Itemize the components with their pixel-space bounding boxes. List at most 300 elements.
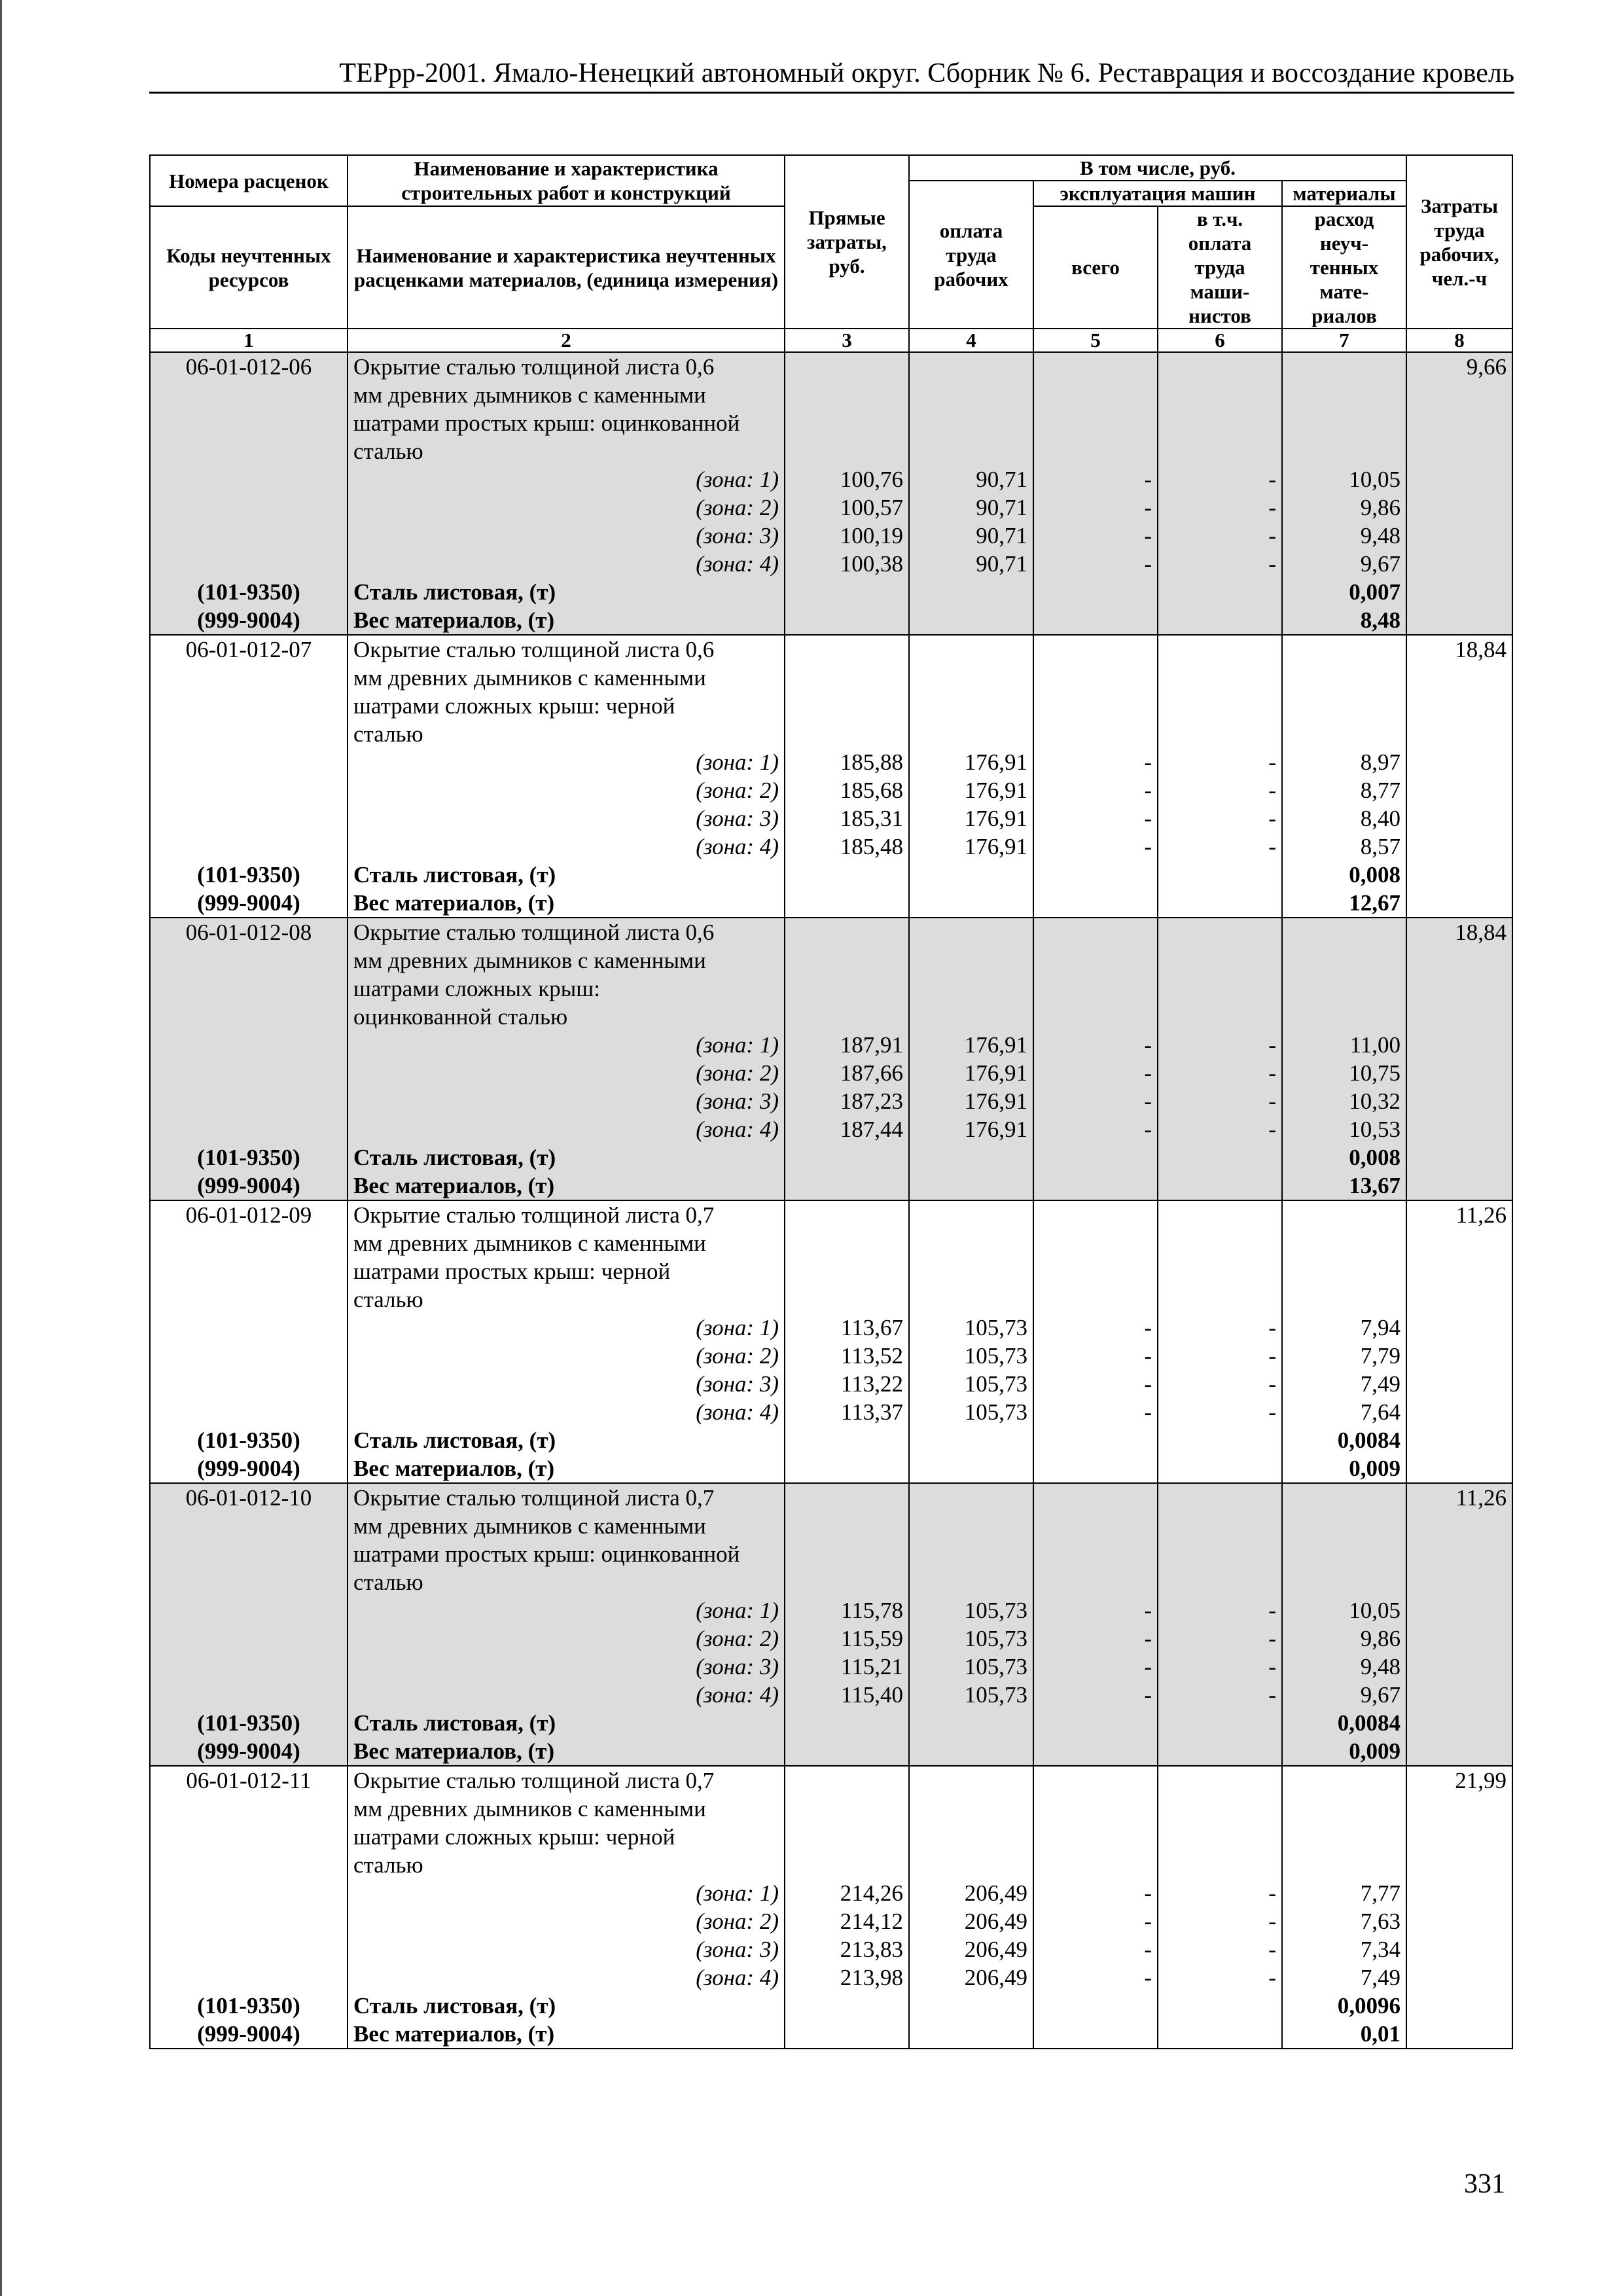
work-description-line: Окрытие сталью толщиной листа 0,7 [348,1483,785,1512]
materials-value: 9,67 [1282,550,1406,578]
empty-cell [150,1964,348,1992]
machine-total-value: - [1033,1879,1158,1907]
work-description-line: мм древних дымников с каменными [348,1795,785,1823]
work-description-line: Окрытие сталью толщиной листа 0,6 [348,635,785,664]
empty-cell [1282,1851,1406,1879]
machinist-pay-value: - [1158,1935,1282,1964]
empty-cell [785,437,909,465]
resource-row [150,1143,1512,1172]
entry-description-row [150,1285,1512,1314]
work-description-line: Окрытие сталью толщиной листа 0,7 [348,1766,785,1795]
empty-cell [909,1992,1033,2020]
zone-label: (зона: 2) [348,493,785,522]
labor-cost: 21,99 [1406,1766,1512,1795]
worker-pay-value: 90,71 [909,550,1033,578]
empty-cell [150,550,348,578]
empty-cell [1033,692,1158,720]
empty-cell [150,1935,348,1964]
empty-cell [909,437,1033,465]
empty-cell [150,1257,348,1285]
empty-cell [785,720,909,748]
resource-name: Сталь листовая, (т) [348,861,785,889]
empty-cell [1406,1737,1512,1766]
header-unaccounted-materials: расход неуч-тенных мате-риалов [1282,206,1406,329]
empty-cell [785,946,909,975]
worker-pay-value: 176,91 [909,1115,1033,1143]
labor-cost: 18,84 [1406,918,1512,946]
materials-value: 10,53 [1282,1115,1406,1143]
empty-cell [150,1823,348,1851]
empty-cell [1282,409,1406,437]
empty-cell [150,1314,348,1342]
machinist-pay-value: - [1158,522,1282,550]
zone-row [150,493,1512,522]
empty-cell [1033,720,1158,748]
empty-cell [909,1568,1033,1596]
empty-cell [785,1200,909,1229]
empty-cell [1033,1172,1158,1200]
zone-row [150,776,1512,804]
resource-row [150,1709,1512,1737]
empty-cell [1282,1568,1406,1596]
resource-name: Вес материалов, (т) [348,889,785,918]
empty-cell [1406,1823,1512,1851]
empty-cell [1033,635,1158,664]
worker-pay-value: 105,73 [909,1653,1033,1681]
empty-cell [909,1540,1033,1568]
empty-cell [1158,381,1282,409]
empty-cell [1282,975,1406,1003]
rate-code: 06-01-012-08 [150,918,348,946]
labor-cost: 11,26 [1406,1200,1512,1229]
worker-pay-value: 206,49 [909,1879,1033,1907]
empty-cell [1406,1596,1512,1624]
empty-cell [1158,1257,1282,1285]
zone-label: (зона: 3) [348,1935,785,1964]
empty-cell [1158,1003,1282,1031]
resource-quantity: 0,0084 [1282,1709,1406,1737]
direct-cost-value: 213,98 [785,1964,909,1992]
labor-cost: 9,66 [1406,352,1512,381]
empty-cell [150,1653,348,1681]
empty-cell [785,1823,909,1851]
zone-label: (зона: 3) [348,1087,785,1115]
empty-cell [1406,550,1512,578]
empty-cell [150,1879,348,1907]
empty-cell [1033,1795,1158,1823]
resource-row [150,1992,1512,2020]
empty-cell [785,664,909,692]
empty-cell [1158,1483,1282,1512]
empty-cell [1158,1540,1282,1568]
machinist-pay-value: - [1158,493,1282,522]
resource-name: Сталь листовая, (т) [348,578,785,606]
worker-pay-value: 90,71 [909,522,1033,550]
empty-cell [150,804,348,833]
column-number: 1 [150,329,348,352]
empty-cell [1406,1229,1512,1257]
entry-description-row [150,635,1512,664]
empty-cell [1282,1257,1406,1285]
resource-code: (101-9350) [150,578,348,606]
empty-cell [150,1229,348,1257]
resource-code: (101-9350) [150,861,348,889]
materials-value: 7,77 [1282,1879,1406,1907]
worker-pay-value: 105,73 [909,1681,1033,1709]
empty-cell [909,1003,1033,1031]
machinist-pay-value: - [1158,1398,1282,1426]
empty-cell [1158,1766,1282,1795]
empty-cell [1158,635,1282,664]
empty-cell [785,1512,909,1540]
empty-cell [1033,1285,1158,1314]
empty-cell [1406,748,1512,776]
empty-cell [909,635,1033,664]
worker-pay-value: 176,91 [909,1031,1033,1059]
empty-cell [1033,1426,1158,1454]
empty-cell [1406,720,1512,748]
empty-cell [785,861,909,889]
resource-quantity: 0,009 [1282,1737,1406,1766]
entry-description-row [150,1229,1512,1257]
empty-cell [1406,493,1512,522]
empty-cell [1158,946,1282,975]
direct-cost-value: 185,48 [785,833,909,861]
empty-cell [909,1229,1033,1257]
materials-value: 9,86 [1282,1624,1406,1653]
worker-pay-value: 176,91 [909,1059,1033,1087]
empty-cell [1406,1426,1512,1454]
rate-entry [150,1483,1512,1766]
empty-cell [909,946,1033,975]
work-description-line: сталью [348,437,785,465]
worker-pay-value: 206,49 [909,1964,1033,1992]
empty-cell [909,1766,1033,1795]
empty-cell [1406,1285,1512,1314]
empty-cell [150,522,348,550]
direct-cost-value: 187,91 [785,1031,909,1059]
entry-description-row [150,918,1512,946]
empty-cell [1158,1823,1282,1851]
resource-quantity: 13,67 [1282,1172,1406,1200]
direct-cost-value: 187,66 [785,1059,909,1087]
worker-pay-value: 105,73 [909,1370,1033,1398]
resource-quantity: 8,48 [1282,606,1406,635]
resource-quantity: 0,0084 [1282,1426,1406,1454]
empty-cell [150,1851,348,1879]
empty-cell [1033,946,1158,975]
empty-cell [785,1257,909,1285]
machinist-pay-value: - [1158,550,1282,578]
empty-cell [1282,946,1406,975]
empty-cell [785,635,909,664]
empty-cell [150,465,348,493]
resource-quantity: 12,67 [1282,889,1406,918]
empty-cell [150,1370,348,1398]
empty-cell [1282,1003,1406,1031]
empty-cell [150,409,348,437]
empty-cell [1033,606,1158,635]
entry-description-row [150,1257,1512,1285]
entry-description-row [150,437,1512,465]
zone-label: (зона: 4) [348,550,785,578]
empty-cell [909,664,1033,692]
zone-row [150,804,1512,833]
machinist-pay-value: - [1158,1596,1282,1624]
empty-cell [785,1737,909,1766]
empty-cell [150,1003,348,1031]
empty-cell [1406,889,1512,918]
empty-cell [785,1709,909,1737]
direct-cost-value: 185,31 [785,804,909,833]
work-description-line: шатрами сложных крыш: черной [348,1823,785,1851]
header-including: В том числе, руб. [909,155,1406,181]
resource-row [150,1737,1512,1766]
empty-cell [1158,1200,1282,1229]
machinist-pay-value: - [1158,1370,1282,1398]
empty-cell [1033,381,1158,409]
empty-cell [1033,1568,1158,1596]
empty-cell [1033,409,1158,437]
materials-value: 9,67 [1282,1681,1406,1709]
empty-cell [1406,946,1512,975]
materials-value: 8,77 [1282,776,1406,804]
empty-cell [785,381,909,409]
resource-code: (101-9350) [150,1426,348,1454]
zone-label: (зона: 1) [348,1031,785,1059]
resource-code: (101-9350) [150,1992,348,2020]
machinist-pay-value: - [1158,1879,1282,1907]
empty-cell [150,720,348,748]
work-description-line: мм древних дымников с каменными [348,664,785,692]
machinist-pay-value: - [1158,1342,1282,1370]
empty-cell [1282,1285,1406,1314]
empty-cell [1406,1568,1512,1596]
empty-cell [150,1795,348,1823]
labor-cost: 11,26 [1406,1483,1512,1512]
empty-cell [1406,409,1512,437]
empty-cell [1282,1795,1406,1823]
work-description-line: мм древних дымников с каменными [348,1512,785,1540]
machinist-pay-value: - [1158,1653,1282,1681]
empty-cell [785,409,909,437]
empty-cell [1282,1200,1406,1229]
machinist-pay-value: - [1158,804,1282,833]
empty-cell [785,918,909,946]
materials-value: 7,63 [1282,1907,1406,1935]
header-rate-numbers: Номера расценок [150,155,348,206]
empty-cell [150,1624,348,1653]
rate-entry [150,1766,1512,2049]
empty-cell [1406,1454,1512,1483]
work-description-line: шатрами сложных крыш: черной [348,692,785,720]
entry-description-row [150,1766,1512,1795]
empty-cell [1033,975,1158,1003]
empty-cell [1158,409,1282,437]
machine-total-value: - [1033,833,1158,861]
resource-name: Вес материалов, (т) [348,606,785,635]
entry-description-row [150,381,1512,409]
empty-cell [909,1143,1033,1172]
materials-value: 8,57 [1282,833,1406,861]
empty-cell [909,1257,1033,1285]
worker-pay-value: 105,73 [909,1314,1033,1342]
empty-cell [1282,664,1406,692]
empty-cell [1033,1483,1158,1512]
empty-cell [909,1172,1033,1200]
machinist-pay-value: - [1158,1907,1282,1935]
empty-cell [1406,1540,1512,1568]
rate-entry [150,352,1512,635]
rate-entry [150,1200,1512,1483]
empty-cell [1158,1709,1282,1737]
resource-name: Вес материалов, (т) [348,1737,785,1766]
resource-name: Сталь листовая, (т) [348,1143,785,1172]
empty-cell [785,1229,909,1257]
work-description-line: шатрами простых крыш: оцинкованной [348,409,785,437]
resource-code: (101-9350) [150,1143,348,1172]
empty-cell [1406,437,1512,465]
empty-cell [1033,1003,1158,1031]
machine-total-value: - [1033,748,1158,776]
zone-label: (зона: 1) [348,465,785,493]
empty-cell [1406,1059,1512,1087]
work-description-line: мм древних дымников с каменными [348,1229,785,1257]
materials-value: 10,05 [1282,1596,1406,1624]
empty-cell [785,1766,909,1795]
entry-description-row [150,720,1512,748]
empty-cell [1033,578,1158,606]
empty-cell [1406,1003,1512,1031]
resource-code: (999-9004) [150,1737,348,1766]
header-material-names: Наименование и характеристика неучтенных расценками материалов, (единица измерения) [348,206,785,329]
direct-cost-value: 113,37 [785,1398,909,1426]
empty-cell [1033,1709,1158,1737]
empty-cell [1282,1823,1406,1851]
direct-cost-value: 187,44 [785,1115,909,1143]
empty-cell [1033,437,1158,465]
resource-row [150,889,1512,918]
empty-cell [1158,1512,1282,1540]
empty-cell [785,1143,909,1172]
machine-total-value: - [1033,522,1158,550]
empty-cell [909,578,1033,606]
empty-cell [1158,352,1282,381]
work-description-line: оцинкованной сталью [348,1003,785,1031]
materials-value: 8,40 [1282,804,1406,833]
empty-cell [785,889,909,918]
empty-cell [150,776,348,804]
entry-description-row [150,1512,1512,1540]
empty-cell [1406,465,1512,493]
header-rule [149,92,1514,94]
zone-label: (зона: 1) [348,748,785,776]
empty-cell [909,352,1033,381]
machine-total-value: - [1033,1653,1158,1681]
direct-cost-value: 115,21 [785,1653,909,1681]
resource-name: Вес материалов, (т) [348,1172,785,1200]
entry-description-row [150,946,1512,975]
rate-entry [150,918,1512,1200]
direct-cost-value: 100,38 [785,550,909,578]
empty-cell [909,606,1033,635]
zone-label: (зона: 2) [348,1624,785,1653]
empty-cell [150,1596,348,1624]
empty-cell [909,1709,1033,1737]
empty-cell [1033,889,1158,918]
empty-cell [785,1483,909,1512]
empty-cell [785,1992,909,2020]
machine-total-value: - [1033,493,1158,522]
machine-total-value: - [1033,1115,1158,1143]
empty-cell [1033,664,1158,692]
empty-cell [1158,1795,1282,1823]
empty-cell [1406,1964,1512,1992]
work-description-line: шатрами простых крыш: черной [348,1257,785,1285]
materials-value: 7,79 [1282,1342,1406,1370]
empty-cell [909,1483,1033,1512]
resource-row [150,2020,1512,2049]
empty-cell [1158,664,1282,692]
rate-code: 06-01-012-11 [150,1766,348,1795]
empty-cell [150,1087,348,1115]
empty-cell [1406,833,1512,861]
materials-value: 9,48 [1282,1653,1406,1681]
resource-quantity: 0,007 [1282,578,1406,606]
zone-label: (зона: 1) [348,1596,785,1624]
machine-total-value: - [1033,1907,1158,1935]
work-description-line: мм древних дымников с каменными [348,381,785,409]
resource-code: (999-9004) [150,1454,348,1483]
work-description-line: Окрытие сталью толщиной листа 0,7 [348,1200,785,1229]
empty-cell [785,1540,909,1568]
empty-cell [785,1172,909,1200]
column-number: 4 [909,329,1033,352]
empty-cell [909,1823,1033,1851]
machinist-pay-value: - [1158,1964,1282,1992]
empty-cell [1406,1314,1512,1342]
empty-cell [909,889,1033,918]
empty-cell [1406,1342,1512,1370]
empty-cell [1033,918,1158,946]
work-description-line: сталью [348,720,785,748]
machinist-pay-value: - [1158,1087,1282,1115]
zone-row [150,1681,1512,1709]
machinist-pay-value: - [1158,1059,1282,1087]
resource-name: Сталь листовая, (т) [348,1426,785,1454]
machine-total-value: - [1033,1624,1158,1653]
empty-cell [150,1059,348,1087]
empty-cell [1406,1031,1512,1059]
zone-label: (зона: 2) [348,1342,785,1370]
worker-pay-value: 206,49 [909,1907,1033,1935]
direct-cost-value: 100,76 [785,465,909,493]
empty-cell [785,2020,909,2049]
running-header: ТЕРрр-2001. Ямало-Ненецкий автономный округ. Сборник № 6. Реставрация и воссоздание кровель [339,58,1514,88]
empty-cell [909,720,1033,748]
empty-cell [1282,1766,1406,1795]
empty-cell [1282,1229,1406,1257]
header-resource-codes: Коды неучтенных ресурсов [150,206,348,329]
empty-cell [1033,861,1158,889]
empty-cell [1406,776,1512,804]
entry-description-row [150,1540,1512,1568]
empty-cell [909,1200,1033,1229]
resource-name: Вес материалов, (т) [348,1454,785,1483]
zone-row [150,1624,1512,1653]
empty-cell [1158,1454,1282,1483]
empty-cell [1033,1454,1158,1483]
